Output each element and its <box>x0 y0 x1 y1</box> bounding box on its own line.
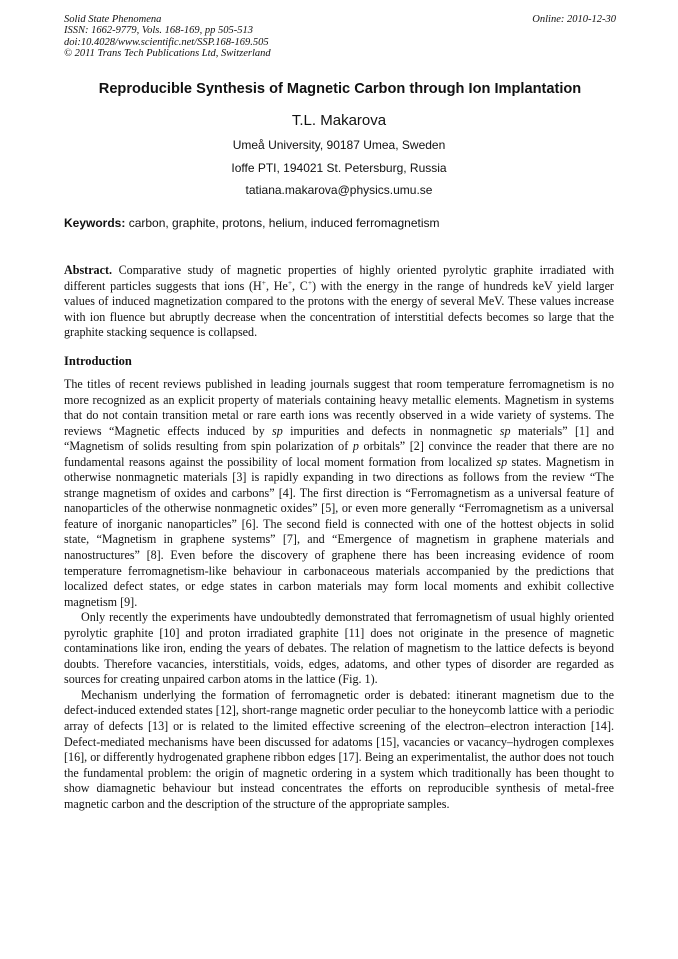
abstract-text: , C <box>292 278 308 293</box>
abstract <box>64 263 614 341</box>
affiliation-ioffe: Ioffe PTI, 194021 St. Petersburg, Russia <box>231 161 447 175</box>
italic-term: sp <box>272 423 283 438</box>
text-run: materials” [1] and “Magnetism of solids resulting from spin polarization of <box>64 423 614 454</box>
superscript-plus: + <box>287 277 293 287</box>
abstract-text: Comparative study of magnetic properties of highly oriented pyrolytic graphite irradiated with different particles suggests that ions (H <box>64 263 614 293</box>
online-date: Online: 2010-12-30 <box>532 14 616 25</box>
intro-paragraph-3: Mechanism underlying the formation of ferromagnetic order is debated: itinerant magnetism due to the defect-induced extended states [12], short-range magnetic order peculiar to the honeycomb lattice with a periodic array of defects [13] or is related to the limited effective screening of the electron–electron interaction [14]. Defect-mediated mechanisms have been discussed for adatoms [15], vacancies or vacancy–hydrogen complexes [16], or differently hydrogenated graphene ribbon edges [17]. Being an experimentalist, the author does not touch the fundamental problem: the origin of magnetic ordering in a system which traditionally has been thought to show diamagnetic behaviour but instead concentrates the efforts on reproducible synthesis of metal-free magnetic carbon and the description of the structure of the appropriate samples. <box>64 687 614 811</box>
abstract-text: ) with the energy in the range of hundreds keV yield larger values of induced magnetization compared to the protons with the energy of several MeV. These values increase with ion fluence but abruptly decrease when the concentration of interstitial defects becomes so large that the graphite stacking sequence is collapsed. <box>64 278 614 340</box>
paper-title: Reproducible Synthesis of Magnetic Carbon through Ion Implantation <box>98 81 582 97</box>
author-name: T.L. Makarova <box>291 112 387 129</box>
keywords <box>64 216 624 230</box>
keywords-text: carbon, graphite, protons, helium, induced ferromagnetism <box>125 216 440 230</box>
abstract-text: , He <box>266 278 288 293</box>
keywords-label: Keywords: <box>64 216 126 230</box>
author-email: tatiana.makarova@physics.umu.se <box>245 183 433 197</box>
text-run: impurities and defects in nonmagnetic <box>282 423 500 438</box>
section-heading-introduction: Introduction <box>64 354 132 368</box>
affiliation-umea: Umeå University, 90187 Umea, Sweden <box>232 138 446 152</box>
journal-name: Solid State Phenomena <box>64 14 162 25</box>
intro-paragraph-2: Only recently the experiments have undoubtedly demonstrated that ferromagnetism of usual highly oriented pyrolytic graphite [10] and proton irradiated graphite [11] does not originate in the presence of magnetic contaminations like iron, ending the years of debates. The relation of magnetism to the lattice defects is beyond doubts. Therefore vacancies, interstitials, voids, edges, adatoms, and other types of disorder are regarded as sources for creating unpaired carbon atoms in the lattice (Fig. 1). <box>64 610 614 687</box>
italic-term: sp <box>499 423 511 438</box>
italic-term: p <box>352 439 359 454</box>
journal-copyright: © 2011 Trans Tech Publications Ltd, Switzerland <box>64 48 271 60</box>
italic-term: sp <box>496 454 508 469</box>
superscript-plus: + <box>261 277 267 287</box>
introduction-body <box>64 377 614 812</box>
journal-issn: ISSN: 1662-9779, Vols. 168-169, pp 505-513 <box>64 25 253 37</box>
journal-doi: doi:10.4028/www.scientific.net/SSP.168-169.505 <box>64 36 269 48</box>
superscript-plus: + <box>307 277 313 287</box>
text-run: states. Magnetism in otherwise nonmagnetic materials [3] is rapidly expanding in two directions as follows from the review “The strange magnetism of oxides and carbons” [4]. The first direction is “Ferromagnetism as a universal feature of nanoparticles of the otherwise nonmagnetic oxides” [5], or even more generally “Ferromagnetism as a universal feature of inorganic nanoparticles” [6]. The second field is connected with one of the hottest objects in solid state, “Magnetism in graphene systems” [7], and “Emergence of magnetism in graphene materials and nanostructures” [8]. Even before the discovery of graphene there has been increasing evidence of room temperature ferromagnetism-like behaviour in carbonaceous materials accompanied by the predictions that localized defect states, or edge states in carbon materials may form local moments and exhibit collective magnetism [9]. <box>64 454 614 609</box>
text-run: The titles of recent reviews published in leading journals suggest that room temperature ferromagnetism is no more recognized as an explicit property of materials containing heavy metallic elements. Magnetism in systems that do not contain transition metal or rare earth ions was recently observed in a wide variety of systems. The reviews “Magnetic effects induced by <box>64 377 614 438</box>
abstract-label: Abstract. <box>64 263 113 277</box>
text-run: orbitals” [2] convince the reader that there are no fundamental reasons against the possibility of local moment formation from localized <box>64 439 614 469</box>
journal-header <box>64 14 616 60</box>
intro-paragraph-1 <box>64 377 614 610</box>
